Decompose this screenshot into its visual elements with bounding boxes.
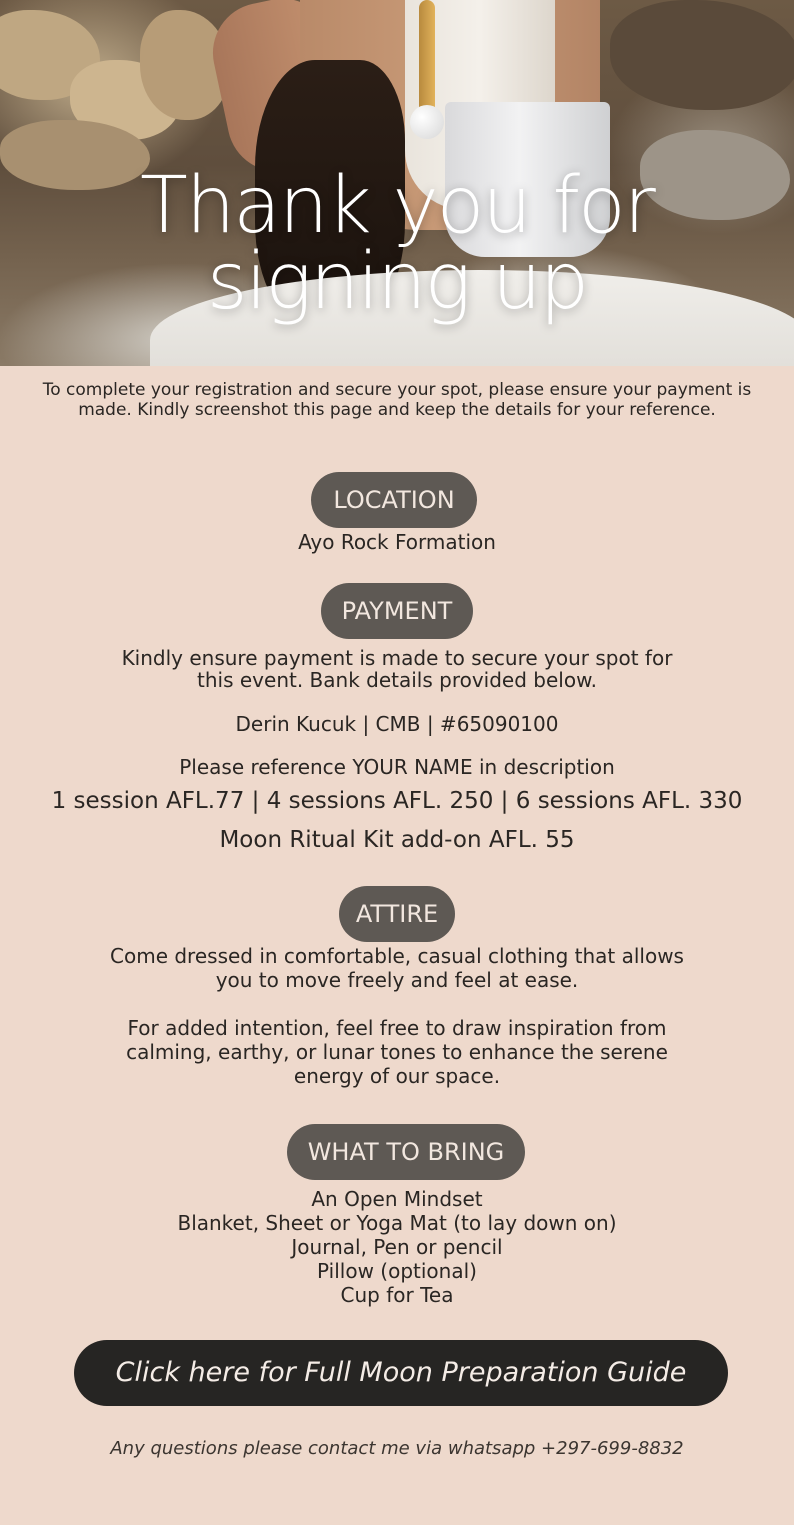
hero-title-line1: Thank you for <box>140 161 654 251</box>
preparation-guide-button[interactable]: Click here for Full Moon Preparation Guide <box>74 1340 728 1406</box>
attire-text-line: you to move freely and feel at ease. <box>215 968 579 992</box>
attire-text-line: energy of our space. <box>293 1064 501 1088</box>
what-to-bring-label: WHAT TO BRING <box>287 1124 525 1180</box>
mallet-head <box>410 105 444 139</box>
bring-list-item: An Open Mindset <box>311 1187 483 1211</box>
attire-text-line: calming, earthy, or lunar tones to enhance the serene <box>126 1040 668 1064</box>
hero-title <box>0 161 794 327</box>
payment-label: PAYMENT <box>321 583 473 639</box>
bring-list-item: Journal, Pen or pencil <box>291 1235 503 1259</box>
payment-text-line2: this event. Bank details provided below. <box>197 668 597 692</box>
payment-text-line1: Kindly ensure payment is made to secure your spot for <box>121 646 673 670</box>
addon-price: Moon Ritual Kit add-on AFL. 55 <box>219 827 575 853</box>
payment-reference: Please reference YOUR NAME in description <box>179 755 615 779</box>
hero-title-line2: signing up <box>206 237 588 327</box>
session-prices: 1 session AFL.77 | 4 sessions AFL. 250 | 6 sessions AFL. 330 <box>51 788 743 814</box>
bring-list-item: Pillow (optional) <box>317 1259 477 1283</box>
attire-text-line: For added intention, feel free to draw inspiration from <box>127 1016 667 1040</box>
bring-list-item: Blanket, Sheet or Yoga Mat (to lay down on) <box>177 1211 617 1235</box>
intro-text: To complete your registration and secure your spot, please ensure your payment is made. Kindly screenshot this page and keep the details for your reference. <box>42 380 752 420</box>
contact-text: Any questions please contact me via whatsapp +297-699-8832 <box>110 1438 684 1459</box>
attire-label: ATTIRE <box>339 886 455 942</box>
bring-list-item: Cup for Tea <box>340 1283 454 1307</box>
attire-text-line: Come dressed in comfortable, casual clothing that allows <box>110 944 684 968</box>
location-value: Ayo Rock Formation <box>298 530 496 554</box>
rock-decoration <box>610 0 794 110</box>
location-label: LOCATION <box>311 472 477 528</box>
mallet-stick <box>419 0 435 118</box>
hero-photo <box>0 0 794 366</box>
bank-details: Derin Kucuk | CMB | #65090100 <box>235 712 559 736</box>
